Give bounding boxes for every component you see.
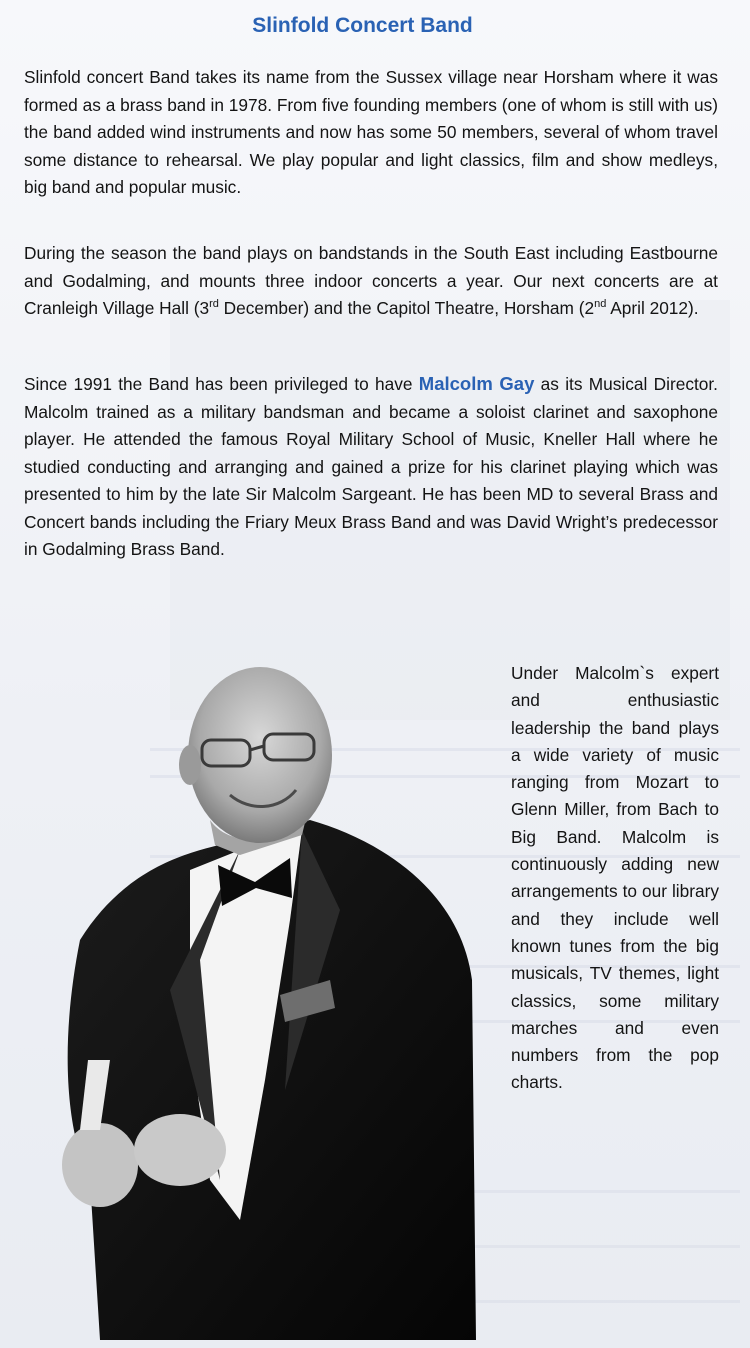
page-title: Slinfold Concert Band — [252, 14, 473, 37]
season-paragraph — [24, 240, 718, 323]
ordinal-suffix: nd — [594, 298, 607, 311]
season-text: April 2012). — [606, 298, 699, 318]
season-text: December) and the Capitol Theatre, Horsham (2 — [218, 298, 595, 318]
director-text: Since 1991 the Band has been privileged to have — [24, 374, 419, 394]
portrait-photo — [40, 660, 480, 1340]
director-paragraph — [24, 370, 718, 564]
season-text: During the season the band plays on bandstands in the South East including Eastbourne and Godalming, and mounts three indoor concerts a year. Our next concerts are at Cranleigh Village Hall (3 — [24, 243, 718, 318]
ordinal-suffix: rd — [209, 298, 219, 311]
leadership-paragraph: Under Malcolm`s expert and enthusiastic leadership the band plays a wide variety of music ranging from Mozart to Glenn Miller, from Bach to Big Band. Malcolm is continuously adding new arrangements to our library and they include well known tunes from the big musicals, TV themes, light classics, some military marches and even numbers from the pop charts. — [511, 663, 719, 1093]
intro-paragraph: Slinfold concert Band takes its name from the Sussex village near Horsham where it was formed as a brass band in 1978. From five founding members (one of whom is still with us) the band added wind instruments and now has some 50 members, several of whom travel some distance to rehearsal. We play popular and light classics, film and show medleys, big band and popular music. — [24, 67, 718, 197]
director-name: Malcolm Gay — [418, 373, 535, 394]
director-text: as its Musical Director. Malcolm trained as a military bandsman and became a soloist clarinet and saxophone player. He attended the famous Royal Military School of Music, Kneller Hall where he studied conducting and arranging and gained a prize for his clarinet playing which was presented to him by the late Sir Malcolm Sargeant. He has been MD to several Brass and Concert bands including the Friary Meux Brass Band and was David Wright’s predecessor in Godalming Brass Band. — [24, 374, 718, 559]
